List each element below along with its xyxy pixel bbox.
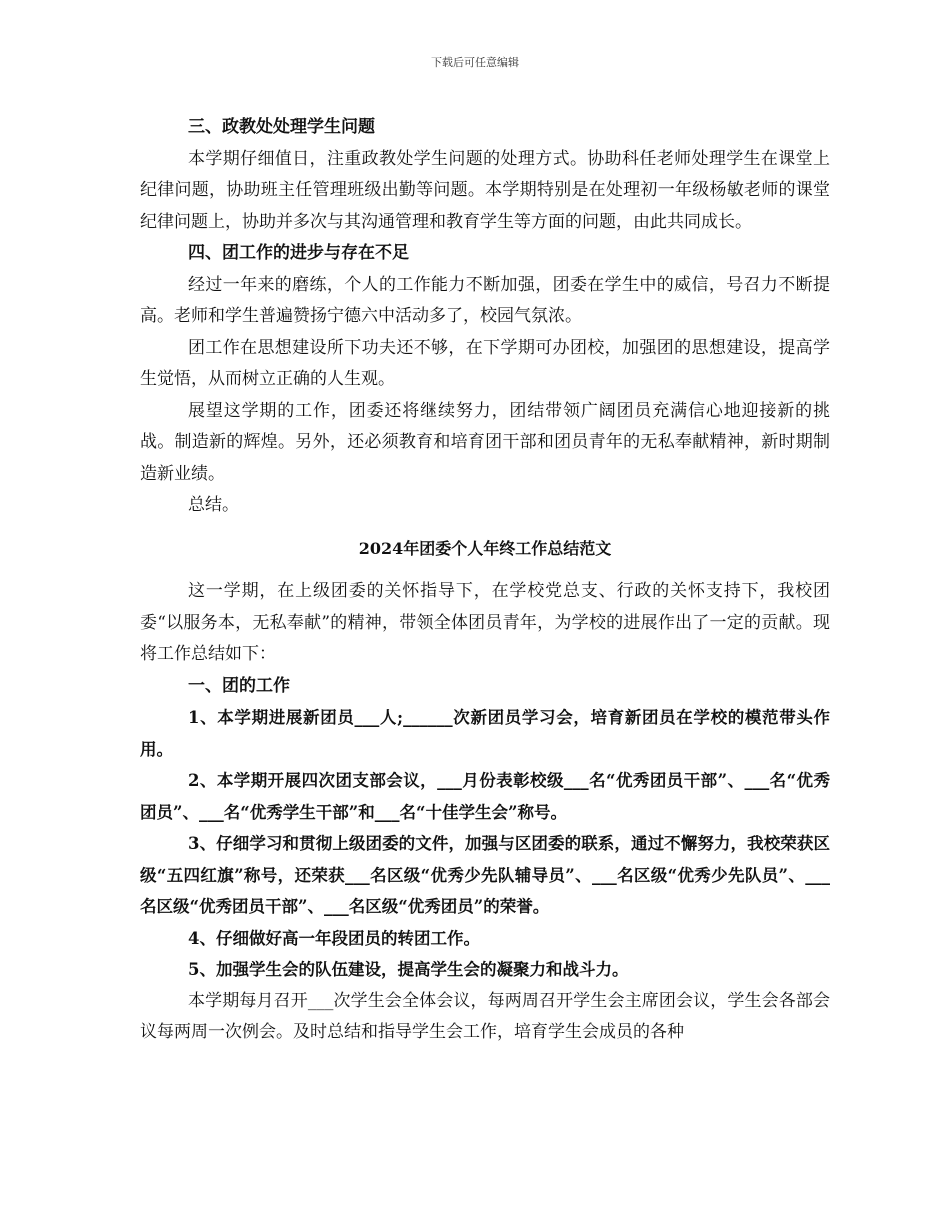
list-item-4: 4、仔细做好高一年段团员的转团工作。 [188, 928, 480, 948]
list-item-2: 2、本学期开展四次团支部会议，___月份表彰校级___名“优秀团员干部”、___名“优秀团员”、___名“优秀学生干部”和___名“十佳学生会”称号。 [140, 771, 830, 822]
last-paragraph: 本学期每月召开___次学生会全体会议，每两周召开学生会主席团会议，学生会各部会议每两周一次例会。及时总结和指导学生会工作，培育学生会成员的各种 [140, 990, 830, 1042]
list-item-3: 3、仔细学习和贯彻上级团委的文件，加强与区团委的联系，通过不懈努力，我校荣获区级“五四红旗”称号，还荣获___名区级“优秀少先队辅导员”、___名区级“优秀少先队员”、___名区级“优秀团员干部”、___名区级“优秀团员”的荣誉。 [140, 834, 830, 916]
section3-heading: 三、政教处处理学生问题 [188, 117, 375, 137]
page-header-note: 下载后可任意编辑 [431, 56, 519, 69]
section4-heading: 四、团工作的进步与存在不足 [188, 243, 409, 263]
section4-paragraph-3: 展望这学期的工作，团委还将继续努力，团结带领广阔团员充满信心地迎接新的挑战。制造新的辉煌。另外，还必须教育和培育团干部和团员青年的无私奉献精神，新时期制造新业绩。 [140, 400, 830, 484]
section4-paragraph-2: 团工作在思想建设所下功夫还不够，在下学期可办团校，加强团的思想建设，提高学生觉悟，从而树立正确的人生观。 [140, 337, 830, 389]
document-title: 2024年团委个人年终工作总结范文 [358, 538, 612, 558]
intro-paragraph: 这一学期，在上级团委的关怀指导下，在学校党总支、行政的关怀支持下，我校团委“以服务本，无私奉献”的精神，带领全体团员青年，为学校的进展作出了一定的贡献。现将工作总结如下： [140, 581, 830, 664]
list-item-5: 5、加强学生会的队伍建设，提高学生会的凝聚力和战斗力。 [188, 960, 629, 979]
document-body [140, 112, 830, 1049]
section3-paragraph: 本学期仔细值日，注重政教处学生问题的处理方式。协助科任老师处理学生在课堂上纪律问题，协助班主任管理班级出勤等问题。本学期特别是在处理初一年级杨敏老师的课堂纪律问题上，协助并多次与其沟通管理和教育学生等方面的问题，由此共同成长。 [140, 148, 830, 232]
part1-heading: 一、团的工作 [188, 675, 290, 696]
list-item-1: 1、本学期进展新团员___人;______次新团员学习会，培育新团员在学校的模范带头作用。 [140, 708, 830, 759]
section4-paragraph-4: 总结。 [188, 495, 239, 515]
section4-paragraph-1: 经过一年来的磨练，个人的工作能力不断加强，团委在学生中的威信，号召力不断提高。老师和学生普遍赞扬宁德六中活动多了，校园气氛浓。 [140, 274, 830, 326]
